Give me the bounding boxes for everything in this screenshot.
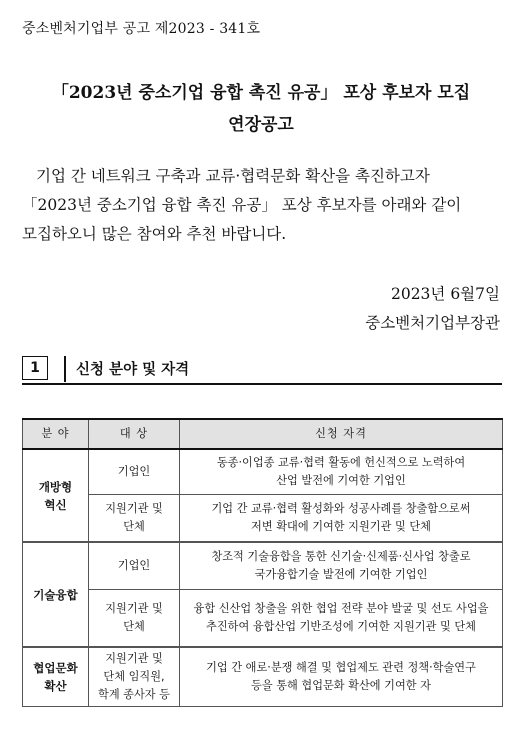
body-line: 기업 간 네트워크 구축과 교류·협력문화 확산을 촉진하고자	[36, 167, 430, 185]
announcement-date: 2023년 6월7일	[390, 285, 500, 303]
document-title: 「2023년 중소기업 융합 촉진 유공」 포상 후보자 모집	[51, 83, 471, 103]
table-row	[23, 449, 503, 495]
section-title: 신청 분야 및 자격	[76, 362, 190, 378]
section-divider	[64, 356, 66, 382]
target-cell: 지원기관 및 단체	[89, 495, 180, 543]
qualification-cell: 기업 간 교류·협력 활성화와 성공사례를 창출함으로써 저변 확대에 기여한 지원기관 및 단체	[180, 495, 503, 543]
announcement-body	[22, 162, 504, 249]
target-cell: 지원기관 및 단체 임직원, 학계 종사자 등	[89, 647, 180, 707]
field-cell: 협업문화 확산	[23, 647, 89, 707]
field-cell: 기술융합	[23, 542, 89, 647]
table-header-row	[23, 419, 503, 449]
target-cell: 기업인	[89, 449, 180, 495]
notice-number: 중소벤처기업부 공고 제2023 - 341호	[22, 21, 261, 37]
header-field: 분 야	[23, 419, 89, 449]
section-underline	[22, 383, 502, 385]
table-row	[23, 542, 503, 590]
target-cell: 지원기관 및 단체	[89, 590, 180, 648]
qualification-cell: 창조적 기술융합을 통한 신기술·신제품·신사업 창출로 국가융합기술 발전에 기여한 기업인	[180, 542, 503, 590]
body-line: 모집하오니 많은 참여와 추천 바랍니다.	[22, 225, 287, 243]
target-cell: 기업인	[89, 542, 180, 590]
qualification-cell: 기업 간 애로·분쟁 해결 및 협업제도 관련 정책·학술연구 등을 통해 협업문화 확산에 기여한 자	[180, 647, 503, 707]
qualification-cell: 동종·이업종 교류·협력 활동에 헌신적으로 노력하여 산업 발전에 기여한 기업인	[180, 449, 503, 495]
header-qualification: 신청 자격	[180, 419, 503, 449]
body-line: 「2023년 중소기업 융합 촉진 유공」 포상 후보자를 아래와 같이	[22, 196, 462, 214]
section-number-box: 1	[22, 356, 48, 380]
qualification-table	[22, 418, 503, 707]
table-row	[23, 647, 503, 707]
issuing-organization: 중소벤처기업부장관	[365, 314, 500, 332]
table-row	[23, 495, 503, 543]
qualification-cell: 융합 신산업 창출을 위한 협업 전략 분야 발굴 및 선도 사업을 추진하여 융합산업 기반조성에 기여한 지원기관 및 단체	[180, 590, 503, 648]
header-target: 대 상	[89, 419, 180, 449]
document-subtitle: 연장공고	[228, 115, 294, 135]
table-row	[23, 590, 503, 648]
field-cell: 개방형 혁신	[23, 449, 89, 542]
